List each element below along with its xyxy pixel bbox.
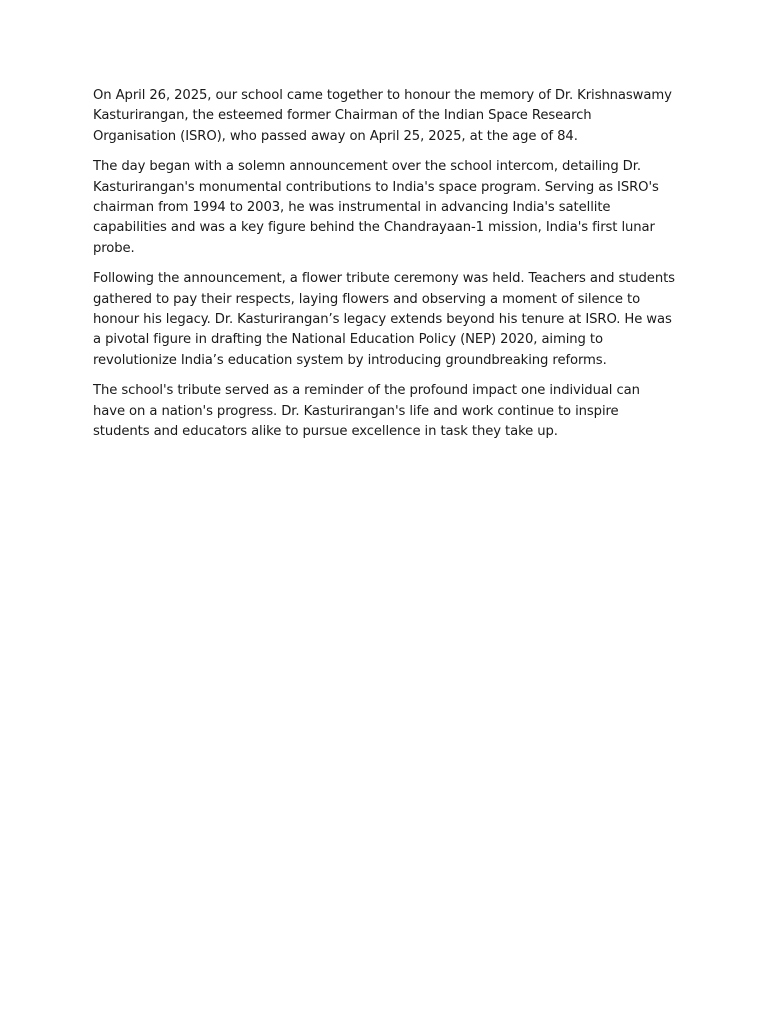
paragraph-3: Following the announcement, a flower tribute ceremony was held. Teachers and students gathered to pay their respects, laying flowers and observing a moment of silence to honour his legacy. Dr. Kasturirangan’s legacy extends beyond his tenure at ISRO. He was a pivotal figure in drafting the National Education Policy (NEP) 2020, aiming to revolutionize India’s education system by introducing groundbreaking reforms. [93,271,675,368]
paragraph-2: The day began with a solemn announcement over the school intercom, detailing Dr. Kasturirangan's monumental contributions to India's space program. Serving as ISRO's chairman from 1994 to 2003, he was instrumental in advancing India's satellite capabilities and was a key figure behind the Chandrayaan-1 mission, India's first lunar probe. [93,159,659,256]
document-body [93,86,675,453]
paragraph-1: On April 26, 2025, our school came together to honour the memory of Dr. Krishnaswamy Kasturirangan, the esteemed former Chairman of the Indian Space Research Organisation (ISRO), who passed away on April 25, 2025, at the age of 84. [93,88,672,144]
paragraph-4: The school's tribute served as a reminder of the profound impact one individual can have on a nation's progress. Dr. Kasturirangan's life and work continue to inspire students and educators alike to pursue excellence in task they take up. [93,383,640,440]
